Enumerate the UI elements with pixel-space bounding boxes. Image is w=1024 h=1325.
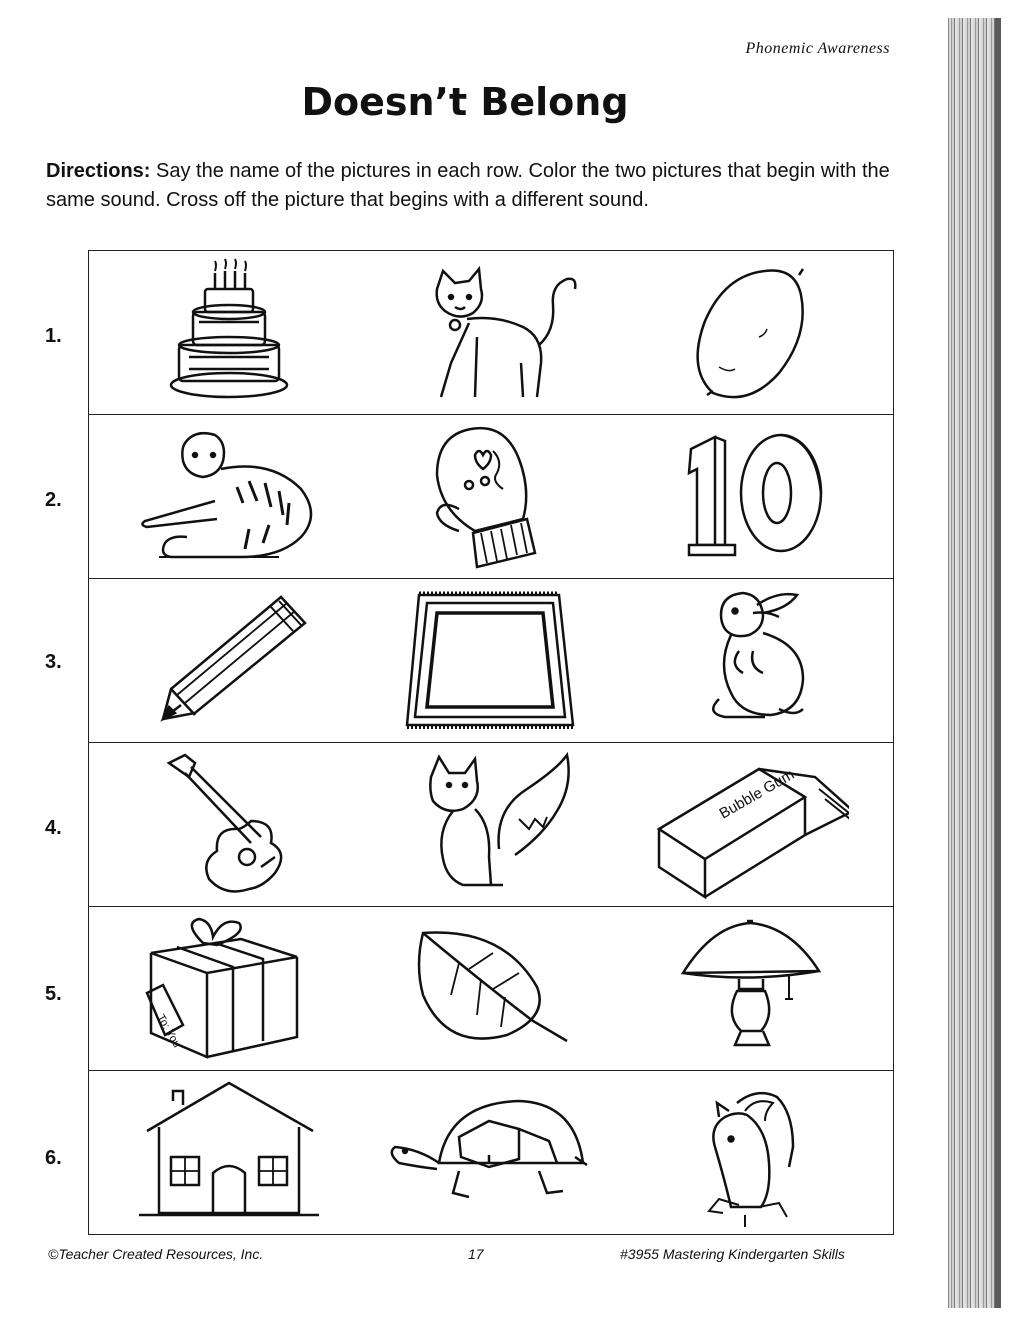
row-number: 3.: [45, 651, 62, 673]
row-3: [45, 579, 893, 743]
directions-label: Directions:: [46, 160, 151, 182]
gum-icon[interactable]: [649, 749, 849, 899]
row-2: [45, 415, 893, 579]
horse-icon[interactable]: [649, 1077, 849, 1227]
footer-page-number: 17: [468, 1246, 484, 1262]
gift-tag-label: To: You: [154, 1012, 183, 1050]
page-edge-shadow: [948, 18, 1001, 1308]
row-number: 6.: [45, 1147, 62, 1169]
row-number: 1.: [45, 325, 62, 347]
page-title: Doesn’t Belong: [301, 80, 629, 124]
rabbit-icon[interactable]: [649, 585, 849, 735]
leaf-icon[interactable]: [389, 913, 589, 1063]
picture-grid: [45, 250, 894, 1235]
cake-icon[interactable]: [129, 257, 329, 407]
house-icon[interactable]: [129, 1077, 329, 1227]
guitar-icon[interactable]: [129, 749, 329, 899]
directions-text: Say the name of the pictures in each row. Color the two pictures that begin with the same sound. Cross off the picture that begins with a different sound.: [46, 160, 890, 211]
row-5: [45, 907, 893, 1071]
category-label: Phonemic Awareness: [745, 40, 890, 57]
lemon-icon[interactable]: [649, 257, 849, 407]
row-number: 5.: [45, 983, 62, 1005]
gift-icon[interactable]: [129, 913, 329, 1063]
row-4: [45, 743, 893, 907]
turtle-icon[interactable]: [389, 1077, 589, 1227]
number-ten-icon[interactable]: [649, 421, 849, 571]
row-6: [45, 1071, 893, 1235]
row-number: 4.: [45, 817, 62, 839]
gum-label: Bubble Gum: [716, 766, 798, 823]
directions: [46, 157, 896, 215]
lamp-icon[interactable]: [649, 913, 849, 1063]
mitten-icon[interactable]: [389, 421, 589, 571]
cat-icon[interactable]: [389, 257, 589, 407]
footer-copyright: ©Teacher Created Resources, Inc.: [48, 1246, 264, 1262]
footer-book-title: #3955 Mastering Kindergarten Skills: [620, 1246, 845, 1262]
pencil-icon[interactable]: [129, 585, 329, 735]
row-number: 2.: [45, 489, 62, 511]
rug-icon[interactable]: [389, 585, 589, 735]
fox-icon[interactable]: [389, 749, 589, 899]
row-1: [45, 251, 893, 415]
tiger-icon[interactable]: [129, 421, 329, 571]
